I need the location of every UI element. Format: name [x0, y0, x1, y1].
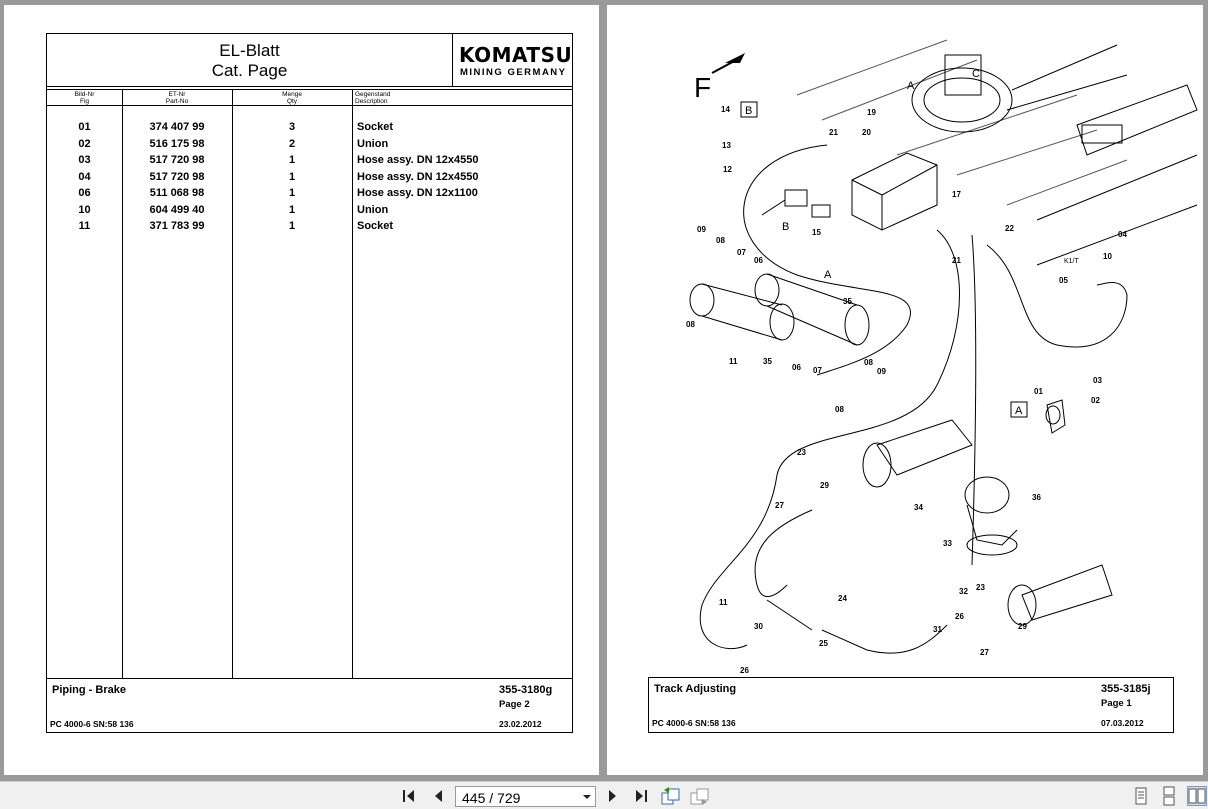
previous-view-icon: [660, 786, 682, 806]
callout: 36: [1032, 493, 1041, 502]
callout-letter: A: [907, 80, 915, 92]
callout: 29: [1018, 622, 1027, 631]
col-header-partno: ET-Nr Part-No: [165, 91, 189, 105]
callout: 19: [867, 108, 876, 117]
footer-number: 355-3185j: [1101, 683, 1151, 695]
column-headers: [47, 89, 572, 106]
logo-sub-text: MINING GERMANY: [460, 67, 567, 78]
last-page-button[interactable]: [631, 786, 651, 806]
footer-page: Page 1: [1101, 698, 1132, 709]
two-page-view-button[interactable]: [1187, 786, 1207, 806]
previous-page-button[interactable]: [428, 786, 448, 806]
table-row: 04 517 720 98 1 Hose assy. DN 12x4550: [78, 170, 479, 183]
first-page-icon: [400, 786, 420, 806]
callout: 02: [1091, 396, 1100, 405]
callout: 21: [952, 256, 961, 265]
callout: 04: [1118, 230, 1127, 239]
callout: 07: [813, 366, 822, 375]
parts-list: [47, 121, 572, 237]
page-indicator: 445 / 729: [462, 790, 521, 806]
callout: 09: [877, 367, 886, 376]
callout-letter: B: [782, 221, 790, 233]
sheet-title: [47, 41, 452, 81]
callout: 11: [729, 357, 738, 366]
single-page-icon: [1131, 786, 1151, 806]
callout: 35: [843, 297, 852, 306]
previous-page-icon: [428, 786, 448, 806]
table-row: 10 604 499 40 1 Union: [78, 203, 389, 216]
table-row: 02 516 175 98 2 Union: [78, 137, 389, 150]
title-line2: Cat. Page: [211, 61, 288, 80]
callout: 07: [737, 248, 746, 257]
callout: 06: [792, 363, 801, 372]
footer-model: PC 4000-6 SN:58 136: [652, 718, 736, 728]
callout: 29: [820, 481, 829, 490]
footer-page: Page 2: [499, 699, 530, 710]
callout: 27: [775, 501, 784, 510]
komatsu-logo: [452, 34, 572, 87]
callout-letter: K1/T: [1064, 258, 1079, 265]
left-page: [4, 5, 599, 775]
diagram-linework: [690, 40, 1197, 653]
callout: 26: [740, 666, 749, 673]
callout: 25: [819, 639, 828, 648]
footer-date: 07.03.2012: [1101, 718, 1144, 728]
callout: 08: [686, 320, 695, 329]
callout: 22: [1005, 224, 1014, 233]
table-row: 06 511 068 98 1 Hose assy. DN 12x1100: [78, 187, 478, 199]
footer-model: PC 4000-6 SN:58 136: [50, 719, 134, 729]
callout: 35: [763, 357, 772, 366]
title-line1: EL-Blatt: [219, 41, 280, 60]
callout: 08: [835, 405, 844, 414]
page-dropdown-button[interactable]: [579, 787, 595, 806]
callout: 24: [838, 594, 847, 603]
callout: 08: [864, 358, 873, 367]
callout: 26: [955, 612, 964, 621]
callout: 15: [812, 228, 821, 237]
callout: 31: [933, 625, 942, 634]
first-page-button[interactable]: [400, 786, 420, 806]
callout: 17: [952, 190, 961, 199]
page-number-input[interactable]: [455, 786, 596, 807]
chevron-down-icon: [579, 787, 595, 806]
parts-sheet: [46, 33, 573, 733]
callout: 20: [862, 128, 871, 137]
next-view-icon: [689, 786, 711, 806]
col-header-fig: Bild-Nr Fig: [74, 91, 95, 105]
sheet-footer: [47, 678, 572, 732]
next-page-button[interactable]: [603, 786, 623, 806]
callout: 08: [716, 236, 725, 245]
callout: 30: [754, 622, 763, 631]
track-adjusting-diagram: [607, 5, 1203, 673]
callout: 03: [1093, 376, 1102, 385]
callout: 11: [719, 598, 728, 607]
previous-view-button[interactable]: [660, 786, 680, 806]
callout: 23: [976, 583, 985, 592]
callout-letter: A: [1015, 405, 1023, 417]
continuous-view-button[interactable]: [1159, 786, 1179, 806]
next-view-button[interactable]: [689, 786, 709, 806]
diagram-callouts: [686, 68, 1127, 673]
navigation-toolbar: [0, 781, 1208, 809]
table-row: 11 371 783 99 1 Socket: [78, 220, 394, 232]
callout: 09: [697, 225, 706, 234]
callout: 21: [829, 128, 838, 137]
footer-number: 355-3180g: [499, 684, 553, 696]
callout: 05: [1059, 276, 1068, 285]
callout-letter: B: [745, 105, 753, 117]
next-page-icon: [603, 786, 623, 806]
two-page-icon: [1188, 787, 1206, 805]
callout-letter: F: [694, 72, 712, 103]
footer-title: Piping - Brake: [52, 684, 126, 696]
table-row: 01 374 407 99 3 Socket: [78, 121, 394, 133]
callout: 01: [1034, 387, 1043, 396]
callout: 34: [914, 503, 923, 512]
callout: 33: [943, 539, 952, 548]
callout: 32: [959, 587, 968, 596]
callout: 06: [754, 256, 763, 265]
callout-letter: C: [972, 68, 980, 80]
continuous-page-icon: [1159, 786, 1179, 806]
direction-arrow-icon: [712, 53, 745, 73]
sheet-header: [47, 34, 572, 87]
callout: 27: [980, 648, 989, 657]
logo-main-text: KOMATSU: [459, 43, 573, 67]
footer-date: 23.02.2012: [499, 719, 542, 729]
callout: 13: [722, 141, 731, 150]
callout: 10: [1103, 252, 1112, 261]
table-row: 03 517 720 98 1 Hose assy. DN 12x4550: [78, 154, 479, 166]
callout-letter: A: [824, 269, 832, 281]
callout: 14: [721, 105, 730, 114]
footer-title: Track Adjusting: [654, 683, 737, 695]
last-page-icon: [631, 786, 651, 806]
callout: 12: [723, 165, 732, 174]
single-page-view-button[interactable]: [1131, 786, 1151, 806]
callout: 23: [797, 448, 806, 457]
drawing-footer: [648, 677, 1174, 733]
right-page: [607, 5, 1203, 775]
col-header-desc: Gegenstand Description: [355, 91, 391, 105]
col-header-qty: Menge Qty: [282, 91, 302, 105]
